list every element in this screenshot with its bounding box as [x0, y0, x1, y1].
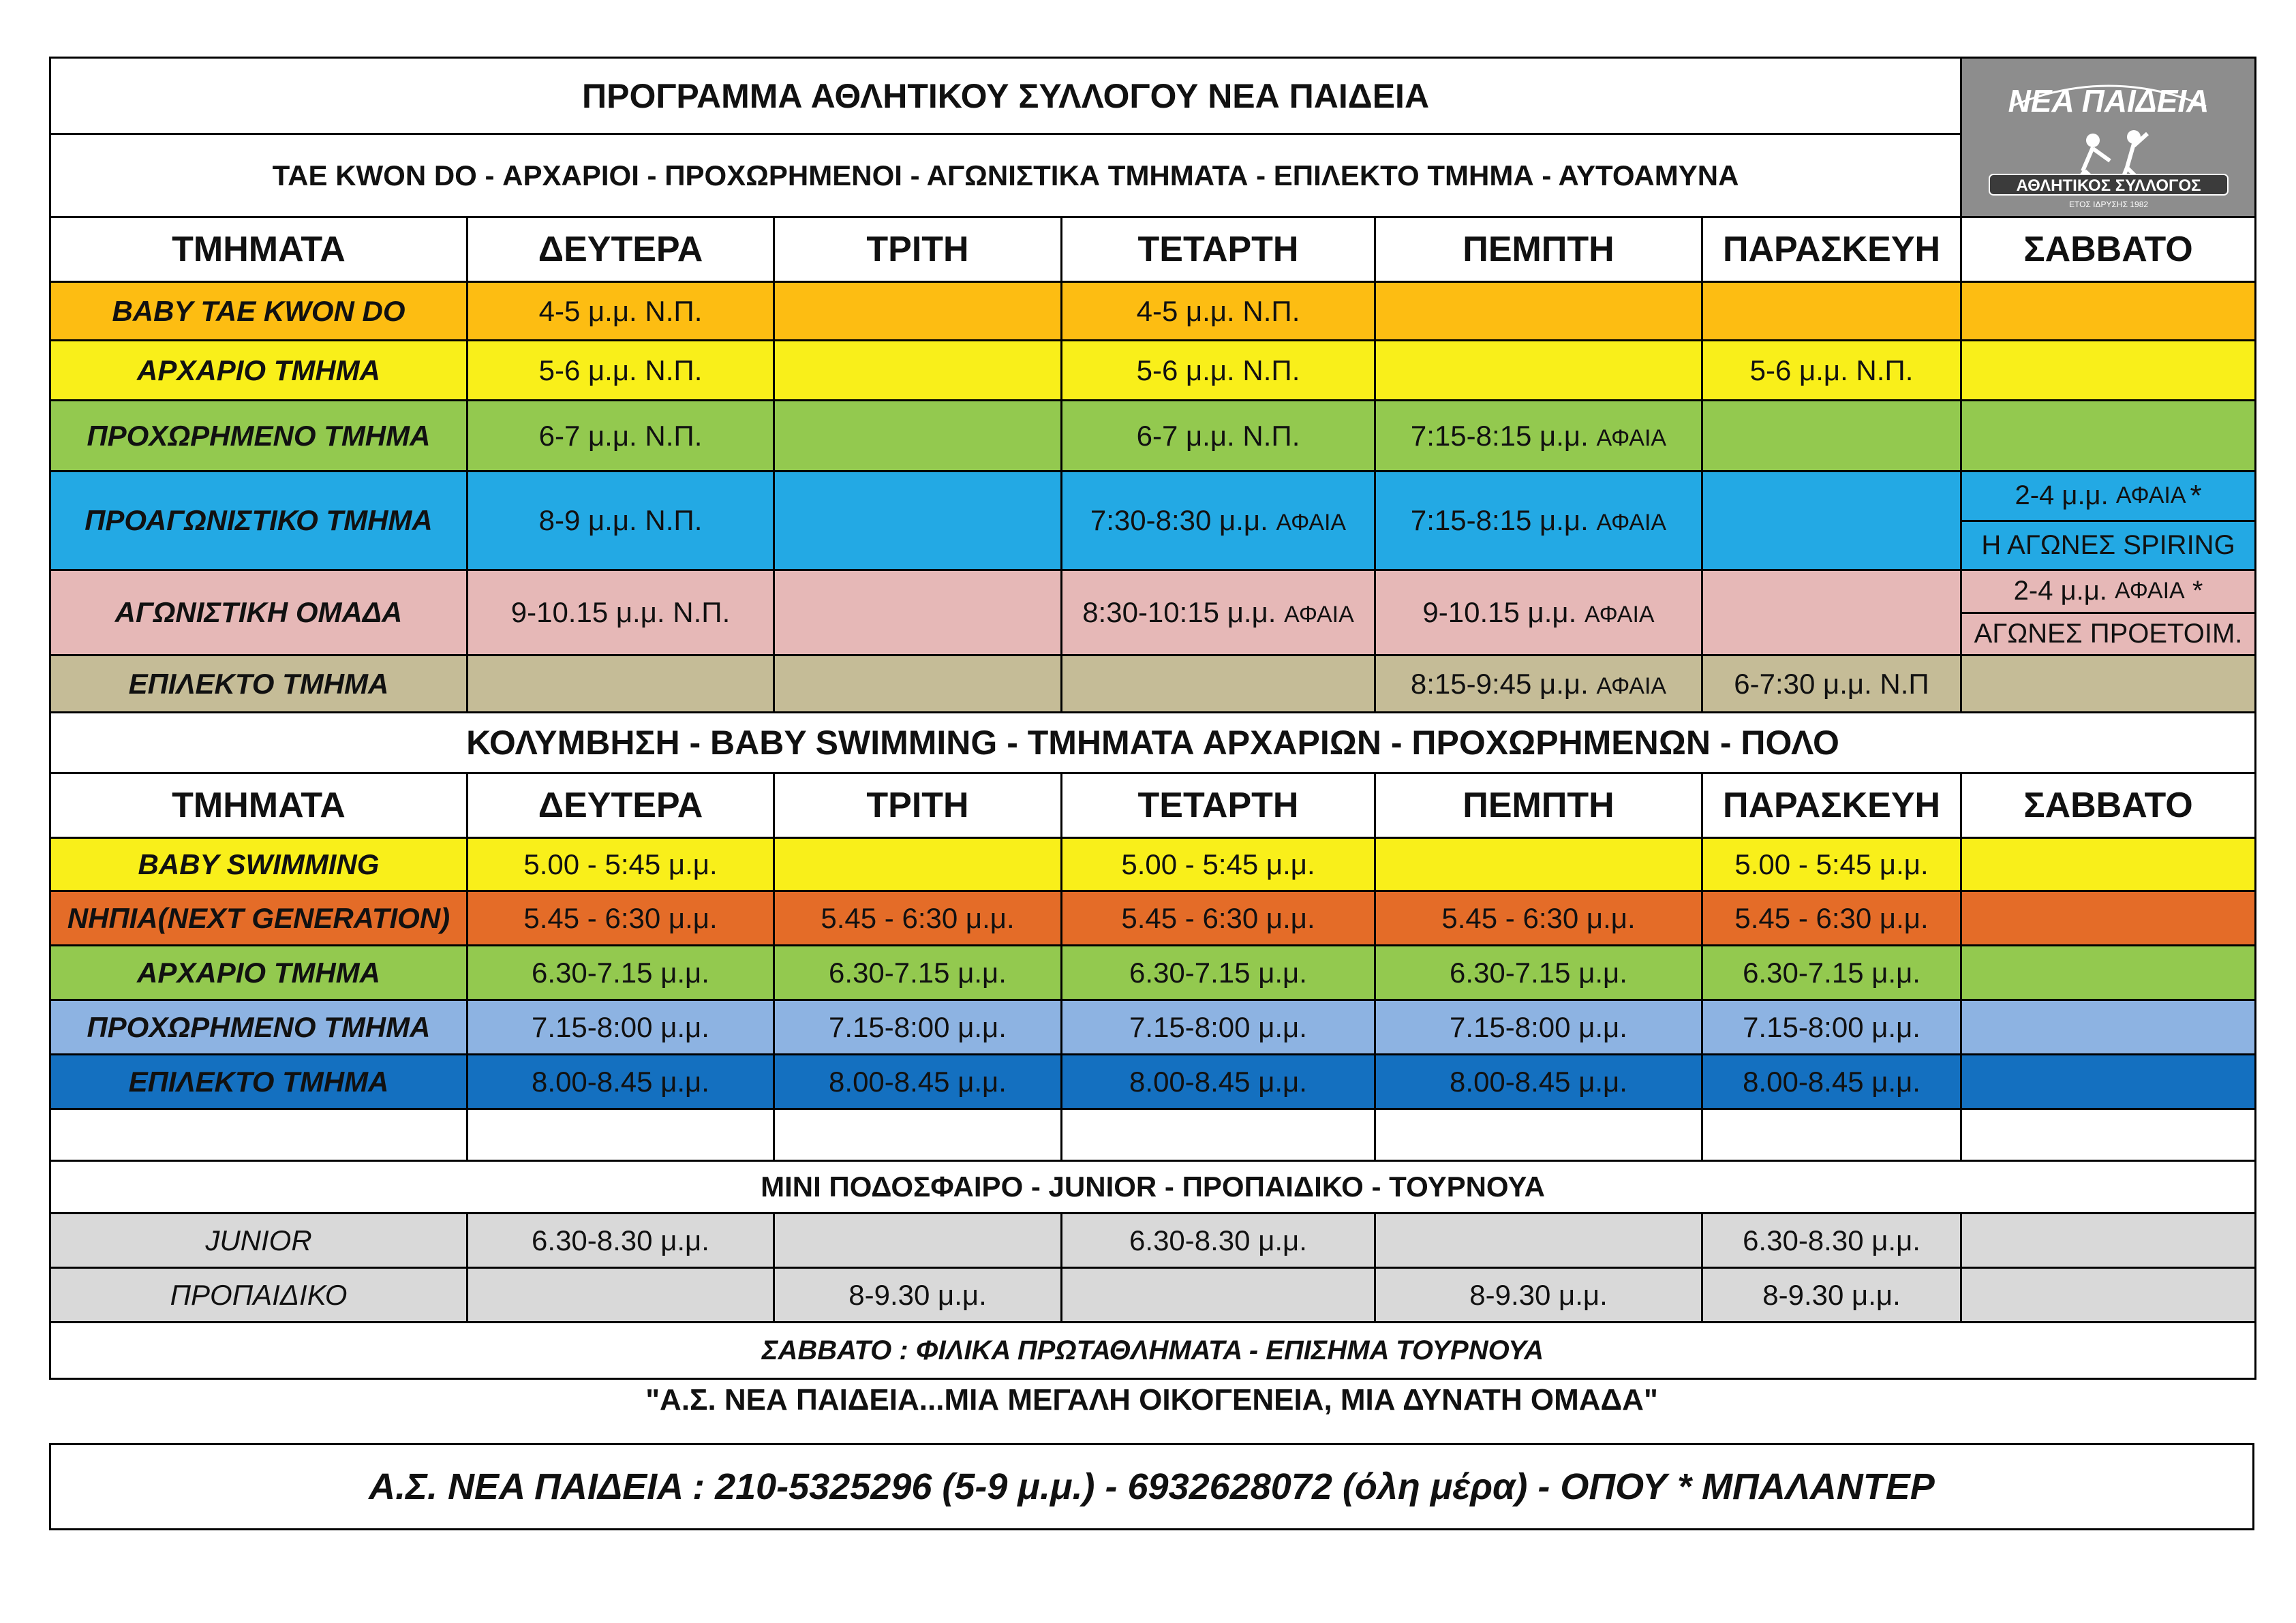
- schedule-cell: 6.30-8.30 μ.μ.: [1062, 1214, 1375, 1268]
- schedule-cell: [774, 838, 1062, 891]
- saturday-note: ΣΑΒΒΑΤΟ : ΦΙΛΙΚΑ ΠΡΩΤΑΘΛΗΜΑΤΑ - ΕΠΙΣΗΜΑ ΤΟΥΡΝΟΥΑ: [50, 1323, 2256, 1379]
- schedule-cell: [1375, 472, 1702, 570]
- schedule-cell: 5.00 - 5:45 μ.μ.: [1702, 838, 1961, 891]
- schedule-sheet: [49, 57, 2254, 1380]
- schedule-cell: 8-9 μ.μ. Ν.Π.: [468, 472, 774, 570]
- empty-cell: [1375, 1109, 1702, 1161]
- saturday-note: Η ΑΓΩΝΕΣ SPIRING: [1962, 520, 2254, 570]
- club-motto: "Α.Σ. ΝΕΑ ΠΑΙΔΕΙΑ...ΜΙΑ ΜΕΓΑΛΗ ΟΙΚΟΓΕΝΕΙΑ, ΜΙΑ ΔΥΝΑΤΗ ΟΜΑΔΑ": [645, 1383, 1658, 1417]
- schedule-cell: 8.00-8.45 μ.μ.: [774, 1055, 1062, 1109]
- empty-cell: [774, 1109, 1062, 1161]
- table-row: [50, 1214, 2256, 1268]
- schedule-cell: 6.30-7.15 μ.μ.: [1375, 946, 1702, 1000]
- schedule-cell: [774, 570, 1062, 655]
- schedule-cell: [1375, 838, 1702, 891]
- schedule-cell: [1961, 838, 2256, 891]
- schedule-cell: [1375, 282, 1702, 341]
- empty-row: [50, 1109, 2256, 1161]
- header-cell: ΤΜΗΜΑΤΑ: [50, 217, 468, 282]
- taekwondo-subtitle: ΤΑΕ KWON DO - ΑΡΧΑΡΙΟΙ - ΠΡΟΧΩΡΗΜΕΝΟΙ - ΑΓΩΝΙΣΤΙΚΑ ΤΜΗΜΑΤΑ - ΕΠΙΛΕΚΤΟ ΤΜΗΜΑ - ΑΥΤΟΑΜΥΝΑ: [50, 134, 1961, 217]
- schedule-cell: [1375, 341, 1702, 401]
- schedule-cell: [1961, 472, 2256, 570]
- schedule-cell: [1961, 1214, 2256, 1268]
- empty-cell: [50, 1109, 468, 1161]
- schedule-cell: [774, 341, 1062, 401]
- header-cell: ΤΡΙΤΗ: [774, 217, 1062, 282]
- header-cell: ΣΑΒΒΑΤΟ: [1961, 217, 2256, 282]
- schedule-cell: 5.45 - 6:30 μ.μ.: [1062, 891, 1375, 946]
- schedule-cell: [1961, 891, 2256, 946]
- table-row: [50, 570, 2256, 655]
- taekwondo-header-row: [50, 217, 2256, 282]
- schedule-cell: 5-6 μ.μ. Ν.Π.: [1702, 341, 1961, 401]
- schedule-cell: 6.30-7.15 μ.μ.: [468, 946, 774, 1000]
- place-text: ΑΦΑΙΑ: [1584, 602, 1655, 628]
- saturday-note: ΑΓΩΝΕΣ ΠΡΟΕΤΟΙΜ.: [1962, 612, 2254, 655]
- schedule-cell: 6-7 μ.μ. Ν.Π.: [1062, 401, 1375, 472]
- asterisk-icon: *: [2190, 478, 2202, 512]
- schedule-cell: 7.15-8:00 μ.μ.: [468, 1000, 774, 1055]
- row-label: JUNIOR: [50, 1214, 468, 1268]
- schedule-cell: [774, 401, 1062, 472]
- schedule-cell: 6.30-7.15 μ.μ.: [1062, 946, 1375, 1000]
- time-text: 7:30-8:30 μ.μ.: [1090, 504, 1268, 536]
- schedule-cell: 8-9.30 μ.μ.: [1375, 1268, 1702, 1323]
- schedule-cell: 8.00-8.45 μ.μ.: [468, 1055, 774, 1109]
- row-label: ΠΡΟΑΓΩΝΙΣΤΙΚΟ ΤΜΗΜΑ: [50, 472, 468, 570]
- row-label: ΑΓΩΝΙΣΤΙΚΗ ΟΜΑΔΑ: [50, 570, 468, 655]
- svg-text:ΑΘΛΗΤΙΚΟΣ ΣΥΛΛΟΓΟΣ: ΑΘΛΗΤΙΚΟΣ ΣΥΛΛΟΓΟΣ: [2015, 176, 2201, 195]
- schedule-cell: 5-6 μ.μ. Ν.Π.: [1062, 341, 1375, 401]
- row-label: BABY SWIMMING: [50, 838, 468, 891]
- empty-cell: [1961, 1109, 2256, 1161]
- time-text: 7:15-8:15 μ.μ.: [1410, 419, 1589, 452]
- schedule-cell: [1702, 401, 1961, 472]
- header-cell: ΔΕΥΤΕΡΑ: [468, 773, 774, 838]
- header-cell: ΤΡΙΤΗ: [774, 773, 1062, 838]
- time-text: 8:15-9:45 μ.μ.: [1410, 667, 1589, 700]
- header-cell: ΤΜΗΜΑΤΑ: [50, 773, 468, 838]
- schedule-cell: [1961, 570, 2256, 655]
- schedule-cell: [1375, 570, 1702, 655]
- row-label: ΠΡΟΧΩΡΗΜΕΝΟ ΤΜΗΜΑ: [50, 401, 468, 472]
- header-cell: ΠΕΜΠΤΗ: [1375, 217, 1702, 282]
- schedule-cell: [1375, 401, 1702, 472]
- swimming-header-row: [50, 773, 2256, 838]
- schedule-cell: [1961, 1055, 2256, 1109]
- football-section-title: ΜΙΝΙ ΠΟΔΟΣΦΑΙΡΟ - JUNIOR - ΠΡΟΠΑΙΔΙΚΟ - ΤΟΥΡΝΟΥΑ: [50, 1161, 2256, 1214]
- schedule-cell: 6.30-7.15 μ.μ.: [774, 946, 1062, 1000]
- table-row: [50, 282, 2256, 341]
- schedule-cell: 5.45 - 6:30 μ.μ.: [1375, 891, 1702, 946]
- schedule-cell: [1062, 1268, 1375, 1323]
- schedule-cell: 7.15-8:00 μ.μ.: [1702, 1000, 1961, 1055]
- place-text: ΑΦΑΙΑ: [1284, 602, 1354, 628]
- table-row: [50, 341, 2256, 401]
- schedule-cell: [1961, 655, 2256, 713]
- svg-text:ΕΤΟΣ ΙΔΡΥΣΗΣ 1982: ΕΤΟΣ ΙΔΡΥΣΗΣ 1982: [2068, 200, 2148, 209]
- schedule-cell: [468, 655, 774, 713]
- schedule-cell: 7.15-8:00 μ.μ.: [1062, 1000, 1375, 1055]
- schedule-cell: [774, 655, 1062, 713]
- schedule-cell: 6-7:30 μ.μ. Ν.Π: [1702, 655, 1961, 713]
- schedule-cell: 8.00-8.45 μ.μ.: [1702, 1055, 1961, 1109]
- header-cell: ΠΕΜΠΤΗ: [1375, 773, 1702, 838]
- schedule-cell: [1961, 401, 2256, 472]
- svg-text:ΝΕΑ ΠΑΙΔΕΙΑ: ΝΕΑ ΠΑΙΔΕΙΑ: [2008, 83, 2209, 119]
- table-row: [50, 1000, 2256, 1055]
- table-row: [50, 401, 2256, 472]
- schedule-cell: 6.30-8.30 μ.μ.: [1702, 1214, 1961, 1268]
- club-logo-icon: [1963, 59, 2254, 213]
- header-cell: ΤΕΤΑΡΤΗ: [1062, 773, 1375, 838]
- schedule-cell: [1961, 341, 2256, 401]
- schedule-cell: 6-7 μ.μ. Ν.Π.: [468, 401, 774, 472]
- header-cell: ΠΑΡΑΣΚΕΥΗ: [1702, 217, 1961, 282]
- table-row: [50, 1268, 2256, 1323]
- schedule-cell: [1375, 655, 1702, 713]
- club-logo: [1961, 58, 2256, 217]
- table-row: [50, 946, 2256, 1000]
- empty-cell: [468, 1109, 774, 1161]
- schedule-cell: [774, 282, 1062, 341]
- schedule-cell: 4-5 μ.μ. Ν.Π.: [1062, 282, 1375, 341]
- schedule-cell: [1961, 282, 2256, 341]
- header-cell: ΔΕΥΤΕΡΑ: [468, 217, 774, 282]
- row-label: ΝΗΠΙΑ(NEXT GENERATION): [50, 891, 468, 946]
- table-row: [50, 655, 2256, 713]
- table-row: [50, 472, 2256, 570]
- empty-cell: [1062, 1109, 1375, 1161]
- place-text: ΑΦΑΙΑ: [1596, 424, 1667, 451]
- saturday-split: [1962, 571, 2254, 654]
- schedule-cell: 7.15-8:00 μ.μ.: [774, 1000, 1062, 1055]
- schedule-cell: 5.00 - 5:45 μ.μ.: [1062, 838, 1375, 891]
- schedule-cell: [774, 1214, 1062, 1268]
- schedule-cell: [1702, 282, 1961, 341]
- schedule-cell: 5.45 - 6:30 μ.μ.: [774, 891, 1062, 946]
- row-label: ΕΠΙΛΕΚΤΟ ΤΜΗΜΑ: [50, 1055, 468, 1109]
- row-label: BABY TAE KWON DO: [50, 282, 468, 341]
- empty-cell: [1702, 1109, 1961, 1161]
- saturday-split: [1962, 472, 2254, 569]
- header-cell: ΠΑΡΑΣΚΕΥΗ: [1702, 773, 1961, 838]
- table-row: [50, 1055, 2256, 1109]
- schedule-cell: [1961, 1268, 2256, 1323]
- row-label: ΠΡΟΠΑΙΔΙΚΟ: [50, 1268, 468, 1323]
- schedule-cell: 5.45 - 6:30 μ.μ.: [1702, 891, 1961, 946]
- contact-info: Α.Σ. ΝΕΑ ΠΑΙΔΕΙΑ : 210-5325296 (5-9 μ.μ.) - 6932628072 (όλη μέρα) - ΟΠΟΥ * ΜΠΑΛΑΝΤΕΡ: [49, 1443, 2254, 1530]
- schedule-cell: [774, 472, 1062, 570]
- row-label: ΠΡΟΧΩΡΗΜΕΝΟ ΤΜΗΜΑ: [50, 1000, 468, 1055]
- schedule-cell: 8.00-8.45 μ.μ.: [1062, 1055, 1375, 1109]
- schedule-cell: 5.00 - 5:45 μ.μ.: [468, 838, 774, 891]
- schedule-table: [49, 57, 2256, 1380]
- asterisk-icon: *: [2192, 576, 2203, 606]
- header-cell: ΤΕΤΑΡΤΗ: [1062, 217, 1375, 282]
- schedule-cell: [1062, 472, 1375, 570]
- saturday-time: 2-4 μ.μ. ΑΦΑΙΑ *: [2013, 576, 2203, 606]
- saturday-time: 2-4 μ.μ. ΑΦΑΙΑ *: [2015, 478, 2202, 512]
- schedule-cell: [1702, 570, 1961, 655]
- header-cell: ΣΑΒΒΑΤΟ: [1961, 773, 2256, 838]
- schedule-cell: [1961, 946, 2256, 1000]
- schedule-cell: [1375, 1214, 1702, 1268]
- schedule-cell: [1961, 1000, 2256, 1055]
- time-text: 8:30-10:15 μ.μ.: [1082, 596, 1276, 628]
- schedule-cell: 5.45 - 6:30 μ.μ.: [468, 891, 774, 946]
- schedule-cell: [1062, 570, 1375, 655]
- schedule-cell: [1702, 472, 1961, 570]
- schedule-cell: 6.30-7.15 μ.μ.: [1702, 946, 1961, 1000]
- place-text: ΑΦΑΙΑ: [1276, 510, 1347, 536]
- schedule-cell: 5-6 μ.μ. Ν.Π.: [468, 341, 774, 401]
- schedule-cell: 7.15-8:00 μ.μ.: [1375, 1000, 1702, 1055]
- schedule-cell: 6.30-8.30 μ.μ.: [468, 1214, 774, 1268]
- schedule-cell: 8-9.30 μ.μ.: [774, 1268, 1062, 1323]
- schedule-cell: 8.00-8.45 μ.μ.: [1375, 1055, 1702, 1109]
- schedule-cell: [1062, 655, 1375, 713]
- row-label: ΑΡΧΑΡΙΟ ΤΜΗΜΑ: [50, 946, 468, 1000]
- schedule-cell: 9-10.15 μ.μ. Ν.Π.: [468, 570, 774, 655]
- schedule-cell: 8-9.30 μ.μ.: [1702, 1268, 1961, 1323]
- row-label: ΕΠΙΛΕΚΤΟ ΤΜΗΜΑ: [50, 655, 468, 713]
- page-title: ΠΡΟΓΡΑΜΜΑ ΑΘΛΗΤΙΚΟΥ ΣΥΛΛΟΓΟΥ ΝΕΑ ΠΑΙΔΕΙΑ: [50, 58, 1961, 134]
- swimming-section-title: ΚΟΛΥΜΒΗΣΗ - BABY SWIMMING - ΤΜΗΜΑΤΑ ΑΡΧΑΡΙΩΝ - ΠΡΟΧΩΡΗΜΕΝΩΝ - ΠΟΛΟ: [50, 713, 2256, 773]
- table-row: [50, 891, 2256, 946]
- time-text: 7:15-8:15 μ.μ.: [1410, 504, 1589, 536]
- schedule-cell: 4-5 μ.μ. Ν.Π.: [468, 282, 774, 341]
- place-text: ΑΦΑΙΑ: [1596, 673, 1667, 699]
- place-text: ΑΦΑΙΑ: [1596, 510, 1667, 536]
- time-text: 9-10.15 μ.μ.: [1422, 596, 1577, 628]
- schedule-cell: [468, 1268, 774, 1323]
- table-row: [50, 838, 2256, 891]
- row-label: ΑΡΧΑΡΙΟ ΤΜΗΜΑ: [50, 341, 468, 401]
